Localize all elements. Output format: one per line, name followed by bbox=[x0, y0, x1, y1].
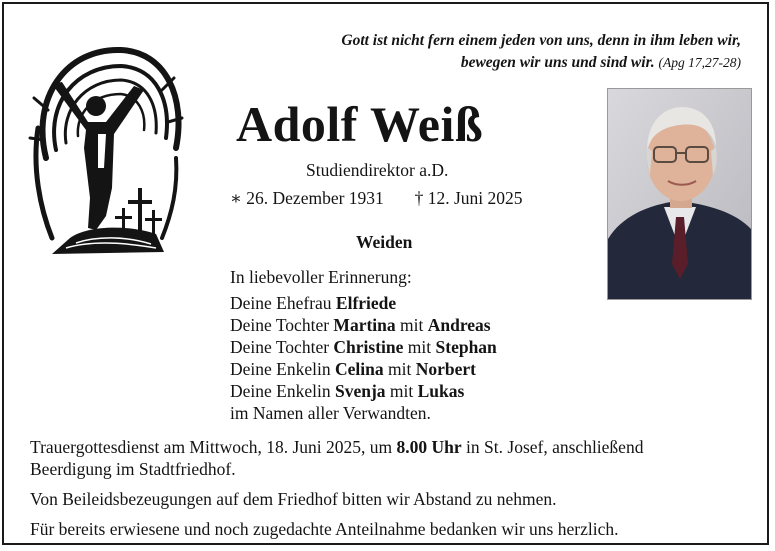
quote-line-2-text: bewegen wir uns und sind wir. bbox=[460, 54, 655, 71]
family-closing: im Namen aller Verwandten. bbox=[230, 403, 431, 423]
family-member: Deine Enkelin Celina mit Norbert bbox=[230, 359, 476, 379]
quote-reference: (Apg 17,27-28) bbox=[658, 55, 741, 70]
resurrection-emblem-icon bbox=[26, 38, 186, 260]
obituary-card bbox=[2, 2, 769, 545]
deceased-title: Studiendirektor a.D. bbox=[306, 160, 449, 180]
member-partner: Andreas bbox=[427, 315, 491, 335]
member-partner: Stephan bbox=[435, 337, 497, 357]
place-of-residence: Weiden bbox=[356, 232, 413, 252]
portrait-image-icon bbox=[608, 89, 751, 299]
quote-line-2 bbox=[341, 52, 741, 74]
member-name: Svenja bbox=[334, 381, 386, 401]
bible-quote bbox=[341, 30, 741, 74]
birth-date: 26. Dezember 1931 bbox=[246, 188, 384, 208]
member-name: Celina bbox=[334, 359, 384, 379]
death-cross-icon: † bbox=[414, 188, 424, 208]
service-time: 8.00 Uhr bbox=[396, 437, 462, 457]
portrait-photo bbox=[607, 88, 752, 300]
service-info: Trauergottesdienst am Mittwoch, 18. Juni 2025, um 8.00 Uhr in St. Josef, anschließend Beerdigung im Stadtfriedhof. bbox=[30, 437, 644, 479]
member-partner: Lukas bbox=[417, 381, 465, 401]
member-name: Martina bbox=[333, 315, 396, 335]
family-member: Deine Tochter Martina mit Andreas bbox=[230, 315, 491, 335]
thanks-note: Für bereits erwiesene und noch zugedachte Anteilnahme bedanken wir uns herzlich. bbox=[30, 519, 619, 539]
death-date: 12. Juni 2025 bbox=[427, 188, 523, 208]
member-name: Elfriede bbox=[335, 293, 397, 313]
family-member: Deine Tochter Christine mit Stephan bbox=[230, 337, 497, 357]
quote-line-1: Gott ist nicht fern einem jeden von uns, denn in ihm leben wir, bbox=[341, 32, 741, 49]
birth-star-icon: ∗ bbox=[230, 188, 242, 208]
family-member: Deine Enkelin Svenja mit Lukas bbox=[230, 381, 465, 401]
family-list bbox=[230, 266, 497, 424]
notes-section bbox=[30, 436, 750, 548]
life-dates bbox=[230, 188, 523, 209]
member-name: Christine bbox=[333, 337, 404, 357]
family-intro: In liebevoller Erinnerung: bbox=[230, 267, 412, 287]
family-member: Deine Ehefrau Elfriede bbox=[230, 293, 397, 313]
condolence-note: Von Beileidsbezeugungen auf dem Friedhof bitten wir Abstand zu nehmen. bbox=[30, 489, 557, 509]
member-partner: Norbert bbox=[415, 359, 476, 379]
deceased-name: Adolf Weiß bbox=[236, 96, 484, 152]
